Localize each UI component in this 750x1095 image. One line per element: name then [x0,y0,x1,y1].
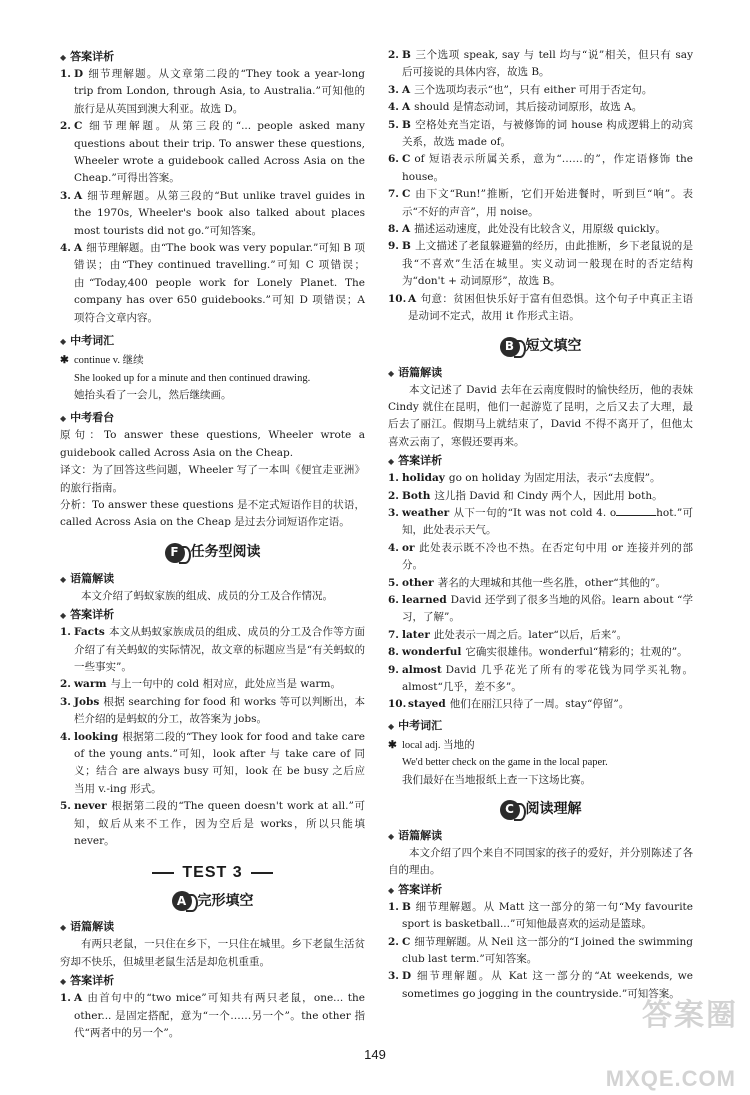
part-a-title: A 完形填空 [60,888,365,914]
section-heading-passage: ◆ 语篇解读 [60,920,115,934]
answer-item: 1. Facts 本文从蚂蚁家族成员的组成、成员的分工及合作等方面介绍了有关蚂蚁的实际情况，故文章的标题应当是“有关蚂蚁的一些事实”。 [60,626,365,673]
answer-item: 3. weather 从下一句的“It was not cold 4. o hot.”可知，此处表示天气。 [388,506,693,537]
triangle-icon: ◆ [60,574,67,584]
test-heading: TEST 3 [60,864,365,886]
triangle-icon: ◆ [388,457,395,467]
answer-item: 9. almost David 几乎花光了所有的零花钱为同学买礼物。almost“几乎，差不多”。 [388,663,693,693]
triangle-icon: ◆ [60,923,67,933]
left-column [60,47,365,1042]
section-heading-passage: ◆ 语篇解读 [388,365,443,379]
answer-list [388,899,693,1003]
answer-item: 10. A 句意：贫困但快乐好于富有但恐惧。这个句子中真正主语是动词不定式，故用 it 作形式主语。 [388,292,693,323]
answer-item: 6. C of 短语表示所属关系，意为“……的”，作定语修饰 the house。 [388,153,693,183]
passage-summary: 本文介绍了四个来自不同国家的孩子的爱好，并分别陈述了各自的理由。 [388,847,693,877]
badge-c-icon: C [500,800,520,820]
triangle-icon: ◆ [388,885,395,895]
answer-item: 3. D 细节理解题。从 Kat 这一部分的“At weekends, we sometimes go jogging in the countryside.”可知答案。 [388,970,693,1000]
answer-item: 4. or 此处表示既不冷也不热。在否定句中用 or 连接并列的部分。 [388,541,693,572]
triangle-icon: ◆ [388,368,395,378]
answer-item: 2. B 三个选项 speak, say 与 tell 均与“说”相关，但只有 say 后可接说的具体内容，故选 B。 [388,49,693,79]
answer-item: 3. A 三个选项均表示“也”，只有 either 可用于否定句。 [388,83,653,96]
badge-f-icon: F [165,543,185,563]
section-heading-answers: ◆ 答案详析 [60,608,115,622]
passage-summary: 有两只老鼠，一只住在乡下，一只住在城里。乡下老鼠生活贫穷却不快乐，但城里老鼠生活是却危机重重。 [60,938,365,968]
fill-blank [616,505,656,516]
section-heading-vocab: ◆ 中考词汇 [60,334,115,348]
translation: 译文：为了回答这些问题，Wheeler 写了一本叫《便宜走亚洲》的旅行指南。 [60,464,365,494]
answer-item: 6. learned David 还学到了很多当地的风俗。learn about “学习，了解”。 [388,593,693,624]
answer-item: 9. B 上文描述了老鼠躲避猫的经历，由此推断，乡下老鼠说的是我“不喜欢”生活在城里。实义动词一般现在时的否定结构为“don't + 动词原形”，故选 B。 [388,240,693,288]
answer-item: 2. C 细节理解题。从 Neil 这一部分的“I joined the swimming club last term.”可知答案。 [388,935,693,966]
answer-item: 1. D 细节理解题。从文章第二段的“They took a year-long trip from London, through Asia, to Australia.”可知他的旅行是从英国到澳大利亚。故选 D。 [60,68,365,115]
answer-item: 5. other 著名的大理城和其他一些名胜，other“其他的”。 [388,576,666,589]
part-c-title: C 阅读理解 [388,797,693,823]
analysis: 分析：To answer these questions 是不定式短语作目的状语，called Across Asia on the Cheap 是过去分词短语作定语。 [60,498,365,529]
answer-item: 3. A 细节理解题。从第三段的“But unlike travel guides in the 1970s, Wheeler's book also talked about places most tourists did not go.”可知答案。 [60,189,365,237]
section-heading-answers: ◆ 答案详析 [388,454,443,468]
answer-item: 3. Jobs 根据 searching for food 和 works 等可以判断出，本栏介绍的是蚂蚁的分工，故答案为 jobs。 [60,695,365,726]
triangle-icon: ◆ [388,721,395,731]
answer-item: 8. A 描述运动速度，此处没有比较含义，用原级 quickly。 [388,223,666,236]
triangle-icon: ◆ [388,832,395,842]
section-heading-answers: ◆ 答案详析 [60,974,115,988]
vocab-entry: ✱ local adj. 当地的 We'd better check on the game in the local paper. 我们最好在当地报纸上查一下这场比赛。 [388,737,693,789]
answer-item: 5. never 根据第二段的“The queen doesn't work at all.”可知，蚁后从来不工作，因为空后是 works，所以只能填 never。 [60,800,365,848]
answer-item: 2. Both 这儿指 David 和 Cindy 两个人，因此用 both。 [388,489,663,502]
section-heading-passage: ◆ 语篇解读 [60,571,115,585]
answer-list [60,624,365,850]
answer-item: 7. later 此处表示一周之后。later“以后，后来”。 [388,628,628,641]
answer-item: 4. A should 是情态动词，其后接动词原形，故选 A。 [388,101,643,114]
answer-item: 1. A 由首句中的“two mice”可知共有两只老鼠，one... the other... 是固定搭配，意为“一个……另一个”。the other 指代“两者中的另一个”。 [60,992,365,1040]
passage-summary: 本文介绍了蚂蚁家族的组成、成员的分工及合作情况。 [81,589,333,602]
part-b-title: B 短文填空 [388,334,693,360]
triangle-icon: ◆ [60,53,67,62]
answer-item: 1. holiday go on holiday 为固定用法，表示“去度假”。 [388,472,661,485]
right-column [388,47,693,1003]
answer-list [388,47,693,326]
answer-item: 1. B 细节理解题。从 Matt 这一部分的第一句“My favourite sport is basketball...”可知他最喜欢的运动是篮球。 [388,900,693,931]
original-sentence: 原句：To answer these questions, Wheeler wrote a guidebook called Across Asia on the Cheap. [60,429,365,459]
watermark-logo: 答案圈 MXQE.COM [605,998,738,1091]
answer-list [388,470,693,714]
answer-item: 2. warm 与上一句中的 cold 相对应，此处应当是 warm。 [60,678,342,691]
answer-item: 10. stayed 他们在丽江只待了一周。stay“停留”。 [388,698,630,711]
page-number: 149 [364,1047,386,1062]
vocab-entry: ✱ continue v. 继续 She looked up for a minute and then continued drawing. 她抬头看了一会儿，然后继续画。 [60,352,365,404]
answer-list [60,66,365,327]
section-heading-vocab: ◆ 中考词汇 [388,718,443,732]
triangle-icon: ◆ [60,977,67,987]
badge-a-icon: A [172,891,192,911]
star-icon: ✱ [388,738,397,751]
triangle-icon: ◆ [60,414,67,424]
answer-item: 4. A 细节理解题。由“The book was very popular.”可知 B 项错误；由“They continued travelling.”可知 C 项错误；由“Today,400 people work for Lonely Planet. The company has over 650 guidebooks.”可知 D 项错误；A 项符合文章内容。 [60,242,365,324]
answer-item: 5. B 空格处充当定语，与被修饰的词 house 构成逻辑上的动宾关系，故选 made of。 [388,118,693,149]
answer-item: 7. C 由下文“Run!”推断，它们开始进餐时，听到巨“响”。表示“不好的声音”，用 noise。 [388,188,693,218]
part-f-title: F 任务型阅读 [60,540,365,566]
badge-b-icon: B [500,337,520,357]
section-heading-passage: ◆ 语篇解读 [388,829,443,843]
answer-item: 8. wonderful 它确实很雄伟。wonderful“精彩的；壮观的”。 [388,646,688,659]
section-heading-exam: ◆ 中考看台 [60,411,115,425]
passage-summary: 本文记述了 David 去年在云南度假时的愉快经历，他的表妹 Cindy 就住在昆明，他们一起游览了昆明，之后又去了大理，最后去了丽江。假期马上就结束了，David 不得不离开了，但他太喜欢云南了，寒假还要再来。 [388,383,693,448]
section-heading-answers: ◆ 答案详析 [388,882,443,896]
answer-item: 4. looking 根据第二段的“They look for food and take care of the young ants.”可知，look after 与 take care of 同义；结合 are always busy 可知，look 在 be busy 之后应当用 v.-ing 形式。 [60,730,365,795]
section-heading-answers: ◆ 答案详析 [60,50,115,63]
answer-item: 2. C 细节理解题。从第三段的“... people asked many questions about their trip. To answer these questions, Wheeler wrote a guidebook called Across Asia on the Cheap.”可得出答案。 [60,120,365,185]
triangle-icon: ◆ [60,611,67,621]
triangle-icon: ◆ [60,337,67,347]
star-icon: ✱ [60,354,69,367]
